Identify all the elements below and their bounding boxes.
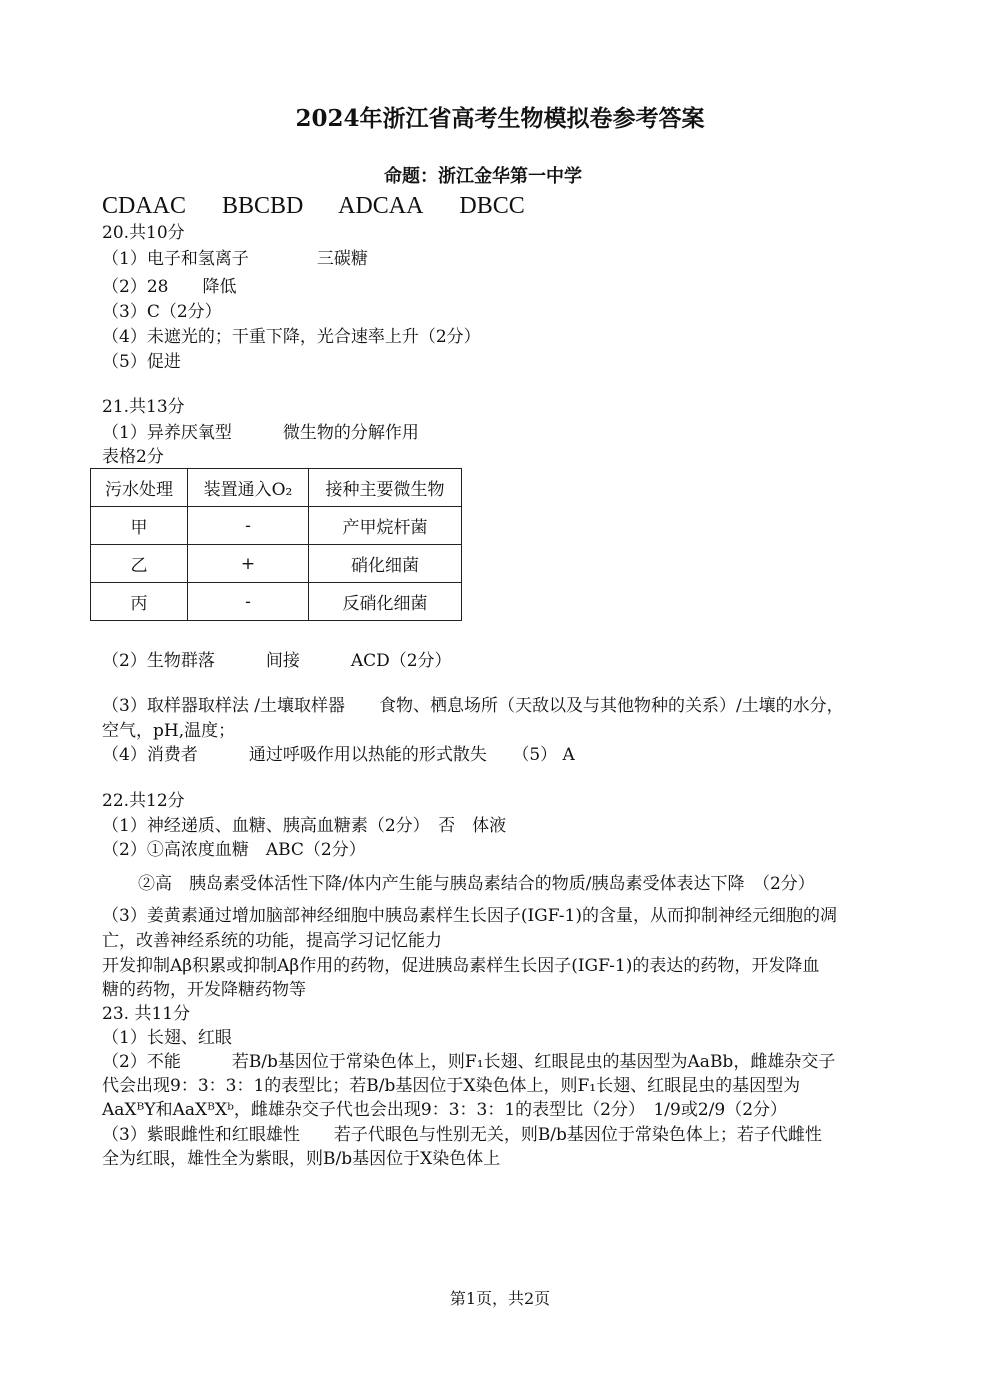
q22-line: ②高 胰岛素受体活性下降/体内产生能与胰岛素结合的物质/胰岛素受体表达下降 （2分）: [138, 874, 815, 894]
q21-line: （1）异养厌氧型 微生物的分解作用: [102, 423, 419, 443]
page-title: 2024年浙江省高考生物模拟卷参考答案: [295, 105, 705, 132]
table-cell: -: [188, 507, 309, 545]
table-row: [91, 583, 462, 621]
author-line: 命题：浙江金华第一中学: [384, 166, 582, 187]
q22-line: 糖的药物，开发降糖药物等: [102, 980, 306, 1000]
q22-heading: 22.共12分: [102, 791, 185, 811]
q20-line: （2）28 降低: [102, 277, 237, 297]
answer-group: DBCC: [459, 193, 525, 219]
table-cell: 甲: [91, 507, 188, 545]
q20-line: （3）C（2分）: [102, 302, 222, 322]
table-cell: 丙: [91, 583, 188, 621]
q22-line: （1）神经递质、血糖、胰高血糖素（2分） 否 体液: [102, 816, 507, 836]
q22-line: （3）姜黄素通过增加脑部神经细胞中胰岛素样生长因子(IGF-1)的含量，从而抑制神经元细胞的凋: [102, 906, 837, 926]
answer-table: [90, 468, 462, 621]
page-footer: 第1页，共2页: [449, 1289, 551, 1308]
q22-line: 亡，改善神经系统的功能，提高学习记忆能力: [102, 931, 442, 951]
q22-line: 开发抑制Aβ积累或抑制Aβ作用的药物，促进胰岛素样生长因子(IGF-1)的表达的药物，开发降血: [102, 956, 820, 976]
q21-line: （4）消费者 通过呼吸作用以热能的形式散失 （5） A: [102, 745, 575, 765]
table-row: [91, 507, 462, 545]
table-cell: 反硝化细菌: [309, 583, 462, 621]
q23-line: （2）不能 若B/b基因位于常染色体上，则F₁长翅、红眼昆虫的基因型为AaBb，雌雄杂交子: [102, 1052, 836, 1072]
q23-line: AaXᴮY和AaXᴮXᵇ，雌雄杂交子代也会出现9：3：3：1的表型比（2分） 1/9或2/9（2分）: [102, 1100, 788, 1120]
table-header-cell: 装置通入O₂: [188, 469, 309, 507]
table-cell: 乙: [91, 545, 188, 583]
q20-line: （5）促进: [102, 352, 181, 372]
table-row: [91, 545, 462, 583]
answer-group: CDAAC: [102, 193, 187, 219]
table-header-row: [91, 469, 462, 507]
table-cell: 产甲烷杆菌: [309, 507, 462, 545]
q23-line: （1）长翅、红眼: [102, 1028, 232, 1048]
table-cell: 硝化细菌: [309, 545, 462, 583]
answer-group: ADCAA: [338, 193, 424, 219]
q21-line: （3）取样器取样法 /土壤取样器 食物、栖息场所（天敌以及与其他物种的关系）/土壤的水分，: [102, 696, 844, 716]
q23-heading: 23. 共11分: [102, 1004, 191, 1024]
table-cell: +: [188, 545, 309, 583]
q21-line: 空气，pH,温度；: [102, 721, 236, 741]
q23-line: 全为红眼，雄性全为紫眼，则B/b基因位于X染色体上: [102, 1149, 501, 1169]
table-cell: -: [188, 583, 309, 621]
q20-line: （1）电子和氢离子 三碳糖: [102, 249, 368, 269]
q20-line: （4）未遮光的；干重下降，光合速率上升（2分）: [102, 327, 481, 347]
q21-line: （2）生物群落 间接 ACD（2分）: [102, 651, 452, 671]
q21-heading: 21.共13分: [102, 397, 185, 417]
answer-group: BBCBD: [222, 193, 304, 219]
choice-answers: [102, 195, 555, 217]
q23-line: 代会出现9：3：3：1的表型比；若B/b基因位于X染色体上，则F₁长翅、红眼昆虫的基因型为: [102, 1076, 801, 1096]
q23-line: （3）紫眼雌性和红眼雄性 若子代眼色与性别无关，则B/b基因位于常染色体上；若子代雌性: [102, 1125, 822, 1145]
q22-line: （2）①高浓度血糖 ABC（2分）: [102, 840, 366, 860]
table-header-cell: 接种主要微生物: [309, 469, 462, 507]
table-note: 表格2分: [102, 447, 164, 467]
q20-heading: 20.共10分: [102, 223, 185, 243]
table-header-cell: 污水处理: [91, 469, 188, 507]
